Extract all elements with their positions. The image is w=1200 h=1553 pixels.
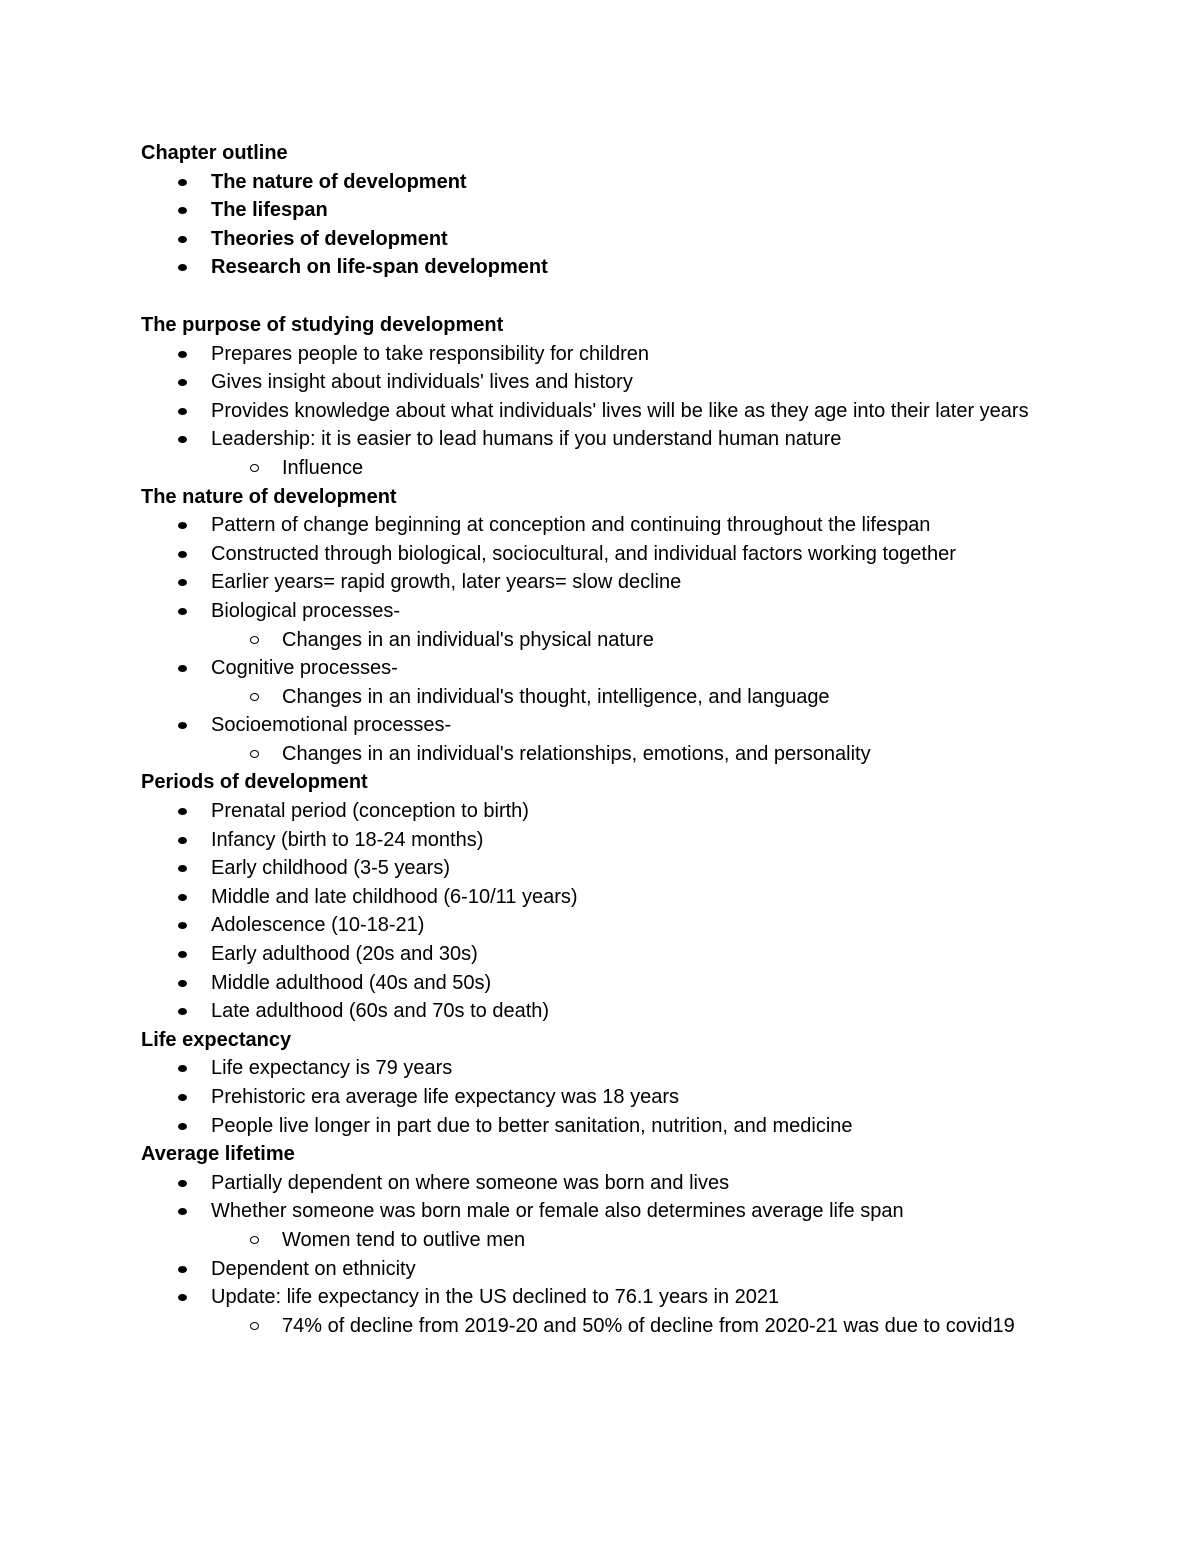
bullet-icon — [178, 951, 187, 958]
section-heading: Periods of development — [141, 771, 368, 794]
bullet-list — [141, 340, 1061, 483]
list-item-text: Early childhood (3-5 years) — [211, 857, 450, 880]
list-item-text: Earlier years= rapid growth, later years= slow decline — [211, 571, 682, 594]
bullet-icon — [178, 408, 187, 415]
list-item — [141, 196, 1061, 225]
hollow-bullet-icon — [250, 750, 259, 758]
list-item — [141, 1255, 1061, 1284]
list-item-text: Leadership: it is easier to lead humans if you understand human nature — [211, 428, 842, 451]
list-item-text: Biological processes- — [211, 599, 400, 622]
list-item-text: Constructed through biological, sociocultural, and individual factors working together — [211, 542, 956, 565]
bullet-icon — [178, 1294, 187, 1301]
list-item — [141, 1054, 1061, 1083]
sub-list-item-text: 74% of decline from 2019-20 and 50% of decline from 2020-21 was due to covid19 — [282, 1314, 1015, 1337]
list-item — [141, 969, 1061, 998]
sub-list-item — [141, 1226, 1061, 1255]
sub-list-item-text: Changes in an individual's physical nature — [282, 628, 654, 651]
list-item-text: Cognitive processes- — [211, 657, 398, 680]
sub-list-item — [141, 740, 1061, 769]
list-item — [141, 826, 1061, 855]
bullet-list — [141, 1054, 1061, 1140]
list-item-text: Research on life-span development — [211, 256, 548, 279]
list-item-text: Prepares people to take responsibility for children — [211, 342, 650, 365]
list-item — [141, 225, 1061, 254]
list-item — [141, 997, 1061, 1026]
hollow-bullet-icon — [250, 693, 259, 701]
list-item — [141, 1112, 1061, 1141]
bullet-icon — [178, 379, 187, 386]
bullet-icon — [178, 579, 187, 586]
section-heading: The nature of development — [141, 485, 397, 508]
list-item-text: The lifespan — [211, 199, 328, 222]
list-item-text: Infancy (birth to 18-24 months) — [211, 828, 484, 851]
sub-list-item-text: Influence — [282, 456, 364, 479]
bullet-icon — [178, 1123, 187, 1130]
sub-list-item — [141, 626, 1061, 655]
section-heading: Average lifetime — [141, 1143, 295, 1166]
list-item-text: Middle and late childhood (6-10/11 years) — [211, 885, 578, 908]
list-item — [141, 940, 1061, 969]
bullet-icon — [178, 665, 187, 672]
list-item-text: People live longer in part due to better sanitation, nutrition, and medicine — [211, 1114, 853, 1137]
hollow-bullet-icon — [250, 636, 259, 644]
document-page — [141, 139, 1061, 1340]
bullet-icon — [178, 922, 187, 929]
section-heading: The purpose of studying development — [141, 313, 504, 336]
sub-list-item-text: Changes in an individual's thought, intelligence, and language — [282, 685, 830, 708]
list-item — [141, 911, 1061, 940]
bullet-icon — [178, 1208, 187, 1215]
bullet-icon — [178, 1180, 187, 1187]
list-item-text: Middle adulthood (40s and 50s) — [211, 971, 492, 994]
list-item-text: Gives insight about individuals' lives and history — [211, 371, 633, 394]
list-item — [141, 883, 1061, 912]
bullet-icon — [178, 236, 187, 243]
bullet-icon — [178, 522, 187, 529]
section-heading: Chapter outline — [141, 142, 288, 164]
list-item — [141, 797, 1061, 826]
list-item — [141, 253, 1061, 282]
list-item — [141, 368, 1061, 397]
bullet-icon — [178, 608, 187, 615]
list-item — [141, 1083, 1061, 1112]
bullet-list — [141, 1169, 1061, 1341]
list-item-text: The nature of development — [211, 170, 467, 193]
sub-list-item — [141, 683, 1061, 712]
list-item — [141, 340, 1061, 369]
list-item-text: Theories of development — [211, 227, 448, 250]
bullet-icon — [178, 808, 187, 815]
list-item — [141, 597, 1061, 626]
list-item-text: Late adulthood (60s and 70s to death) — [211, 1000, 550, 1023]
bullet-icon — [178, 1094, 187, 1101]
hollow-bullet-icon — [250, 464, 259, 472]
bullet-list — [141, 797, 1061, 1026]
list-item-text: Pattern of change beginning at conception and continuing throughout the lifespan — [211, 514, 931, 537]
list-item-text: Partially dependent on where someone was born and lives — [211, 1171, 730, 1194]
bullet-icon — [178, 837, 187, 844]
bullet-icon — [178, 1065, 187, 1072]
bullet-icon — [178, 894, 187, 901]
bullet-icon — [178, 179, 187, 186]
sub-list-item-text: Women tend to outlive men — [282, 1228, 526, 1251]
list-item — [141, 425, 1061, 454]
sub-list-item — [141, 1312, 1061, 1341]
list-item — [141, 654, 1061, 683]
bullet-icon — [178, 1266, 187, 1273]
list-item-text: Socioemotional processes- — [211, 714, 452, 737]
bullet-list — [141, 168, 1061, 282]
list-item — [141, 1283, 1061, 1312]
bullet-icon — [178, 551, 187, 558]
list-item-text: Provides knowledge about what individuals' lives will be like as they age into their later years — [211, 399, 1029, 422]
list-item — [141, 168, 1061, 197]
list-item — [141, 568, 1061, 597]
list-item-text: Adolescence (10-18-21) — [211, 914, 425, 937]
list-item-text: Update: life expectancy in the US declined to 76.1 years in 2021 — [211, 1286, 780, 1309]
list-item — [141, 1169, 1061, 1198]
list-item — [141, 854, 1061, 883]
hollow-bullet-icon — [250, 1322, 259, 1330]
bullet-icon — [178, 1008, 187, 1015]
section-heading: Life expectancy — [141, 1028, 292, 1051]
list-item — [141, 397, 1061, 426]
sub-list-item-text: Changes in an individual's relationships, emotions, and personality — [282, 742, 871, 765]
bullet-icon — [178, 436, 187, 443]
bullet-icon — [178, 722, 187, 729]
list-item-text: Prehistoric era average life expectancy was 18 years — [211, 1086, 680, 1108]
list-item-text: Prenatal period (conception to birth) — [211, 800, 529, 823]
bullet-icon — [178, 207, 187, 214]
bullet-icon — [178, 351, 187, 358]
list-item — [141, 511, 1061, 540]
bullet-icon — [178, 264, 187, 271]
list-item — [141, 1197, 1061, 1226]
bullet-icon — [178, 980, 187, 987]
list-item — [141, 711, 1061, 740]
list-item-text: Dependent on ethnicity — [211, 1257, 416, 1280]
bullet-list — [141, 511, 1061, 768]
hollow-bullet-icon — [250, 1236, 259, 1244]
list-item-text: Whether someone was born male or female also determines average life span — [211, 1200, 904, 1223]
bullet-icon — [178, 865, 187, 872]
sub-list-item — [141, 454, 1061, 483]
list-item-text: Life expectancy is 79 years — [211, 1057, 453, 1080]
list-item-text: Early adulthood (20s and 30s) — [211, 943, 478, 966]
list-item — [141, 540, 1061, 569]
